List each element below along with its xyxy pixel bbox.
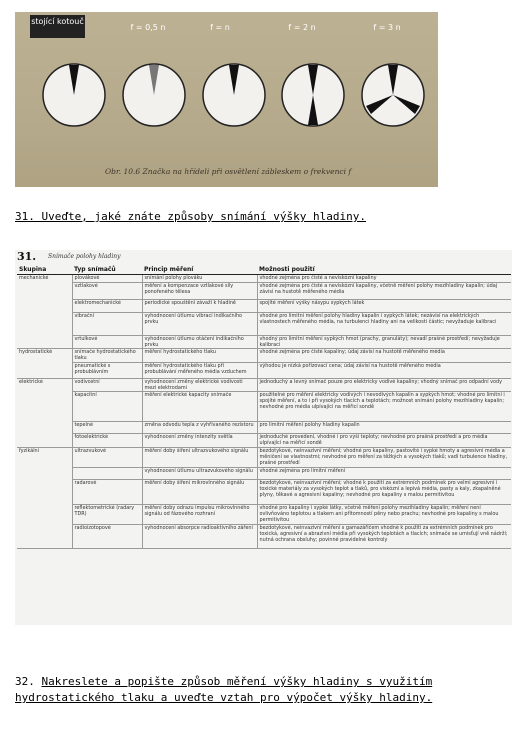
cell-group — [17, 480, 72, 505]
label-n: f = n — [210, 23, 230, 32]
header-principle: Princip měření — [142, 265, 257, 275]
cell-group — [17, 336, 72, 349]
table-row — [17, 336, 511, 349]
cell-principle: měření hydrostatického tlaku — [142, 349, 257, 363]
table-number: 31. — [17, 250, 37, 263]
cell-principle: měření elektrické kapacity snímače — [142, 392, 257, 422]
table-row — [17, 468, 511, 480]
cell-principle: měření doby šíření ultrazvukového signálu — [142, 448, 257, 468]
cell-group — [17, 505, 72, 525]
shaft-mark-photo — [15, 12, 438, 187]
question-32 — [15, 674, 432, 706]
table-row — [17, 434, 511, 448]
table-row — [17, 392, 511, 422]
cell-principle: vyhodnocení útlumu vibrací indikačního prvku — [142, 313, 257, 336]
cell-use: jednoduché provedení, vhodné i pro výši teploty; nevhodné pro prašná prostředí a pro média ulpívající na měřicí sondě — [257, 434, 511, 448]
header-type: Typ snímačů — [72, 265, 142, 275]
cell-type: radarové — [72, 480, 142, 505]
cell-type: tepelné — [72, 422, 142, 434]
cell-group: elektrické — [19, 379, 43, 385]
table-row — [17, 349, 511, 363]
cell-group: mechanické — [19, 275, 49, 281]
cell-principle: snímání polohy plováku — [142, 275, 257, 283]
cell-principle: vyhodnocení útlumu otáčení indikačního prvku — [142, 336, 257, 349]
cell-use: vhodný pro limitní měření sypkých hmot (prachy, granuláty); nevadí prašné prostředí; nevyžaduje kalibraci — [257, 336, 511, 349]
table-header-row — [17, 265, 511, 275]
question-31: 31. Uveďte, jaké znáte způsoby snímání výšky hladiny. — [15, 210, 366, 223]
cell-principle: vyhodnocení útlumu ultrazvukového signálu — [142, 468, 257, 480]
cell-principle: měření hydrostatického tlaku při probublávání měřeného média vzduchem — [142, 363, 257, 379]
cell-use: vhodné zejména pro čisté kapaliny; údaj závisí na hustotě měřeného média — [257, 349, 511, 363]
table-row — [17, 525, 511, 549]
disk-n — [201, 62, 267, 128]
table-row — [17, 448, 511, 468]
cell-type: vibrační — [72, 313, 142, 336]
label-half-n: f = 0,5 n — [130, 23, 166, 32]
cell-use: spojité měření výšky násypu sypkých látek — [257, 300, 511, 313]
cell-group — [17, 313, 72, 336]
cell-group: hydrostatické — [19, 349, 53, 355]
cell-group — [17, 422, 72, 434]
level-sensor-table-scan — [15, 250, 512, 625]
cell-use: vhodné zejména pro čisté a neviskózní kapaliny — [257, 275, 511, 283]
cell-principle: vyhodnocení změny intenzity světla — [142, 434, 257, 448]
cell-type: snímače hydrostatického tlaku — [72, 349, 142, 363]
cell-use: pro limitní měření polohy hladiny kapalin — [257, 422, 511, 434]
cell-group — [17, 392, 72, 422]
header-use: Možnosti použití — [257, 265, 511, 275]
table-subtitle: Snímače polohy hladiny — [48, 253, 121, 260]
table-row — [17, 379, 511, 392]
table-row — [17, 313, 511, 336]
cell-principle: periodické spouštění závaží k hladině — [142, 300, 257, 313]
question-32-line-1: 32. Nakreslete a popište způsob měření výšky hladiny s využitím — [15, 675, 433, 688]
cell-type: reflektometrické (radary TDR) — [72, 505, 142, 525]
cell-use: vhodné zejména pro limitní měření — [257, 468, 511, 480]
question-32-line-2: hydrostatického tlaku a uveďte vztah pro výpočet výšky hladiny. — [15, 691, 433, 704]
cell-group — [17, 300, 72, 313]
table-row — [17, 480, 511, 505]
cell-principle: vyhodnocení absorpce radioaktivního záření — [142, 525, 257, 549]
table-row — [17, 422, 511, 434]
cell-use: vhodné pro limitní měření polohy hladiny kapalin i sypkých látek; nezávisí na elektrických vlastnostech měřeného média, na turbulenci hladiny ani na velikosti částic; nevyžaduje kalibraci — [257, 313, 511, 336]
cell-use: použitelné pro měření elektricky vodivých i nevodivých kapalin a sypkých hmot; vhodné pro limitní i spojité měření, a to i při vysokých tlacích a teplotách; možnost snímání polohy mezihladiny kapalin; nevhodné pro média ulpívající na měřicí sondě — [257, 392, 511, 422]
cell-use: bezdotykové, neinvazivní měření; vhodné pro kapaliny, pastovité i sypké hmoty a agresivní média a měničení se vlastnostmi; nevhodné pro měření za těžkých a vysokých tlaků; vadí turbulence hladiny, prašné prostředí — [257, 448, 511, 468]
cell-type: vodivostní — [72, 379, 142, 392]
table-row — [17, 275, 511, 283]
table-row — [17, 505, 511, 525]
label-3n: f = 3 n — [373, 23, 401, 32]
cell-group — [17, 468, 72, 480]
header-group: Skupina — [17, 265, 72, 275]
cell-use: vhodné zejména pro čisté a neviskózní kapaliny, včetně měření polohy mezihladiny kapalin; údaj závisí na hustotě měřeného média — [257, 283, 511, 300]
cell-type: fotoelektrické — [72, 434, 142, 448]
cell-principle: změna odvodu tepla z vyhřívaného rezistoru — [142, 422, 257, 434]
cell-type — [72, 468, 142, 480]
disk-stationary — [41, 62, 107, 128]
cell-type: vztlakové — [72, 283, 142, 300]
cell-type: plovákové — [72, 275, 142, 283]
cell-group: fyzikální — [19, 448, 40, 454]
cell-principle: měření a kompenzace vztlakové síly ponořeného tělesa — [142, 283, 257, 300]
table-row — [17, 300, 511, 313]
cell-type: kapacitní — [72, 392, 142, 422]
cell-use: jednoduchý a levný snímač pouze pro elektricky vodivé kapaliny; vhodný snímač pro odpadní vody — [257, 379, 511, 392]
label-2n: f = 2 n — [288, 23, 316, 32]
cell-use: vhodné pro kapaliny i sypké látky, včetně měření polohy mezihladiny kapalin; měření není ovlivňováno teplotou a tlakem ani přítomností pěny nebo prachu; nevhodné pro kapaliny s malou permitivitou — [257, 505, 511, 525]
cell-type: vrtulkové — [72, 336, 142, 349]
table-row — [17, 363, 511, 379]
cell-group — [17, 363, 72, 379]
cell-type: pneumatické s probublávním — [72, 363, 142, 379]
cell-use: bezdotykové, neinvazivní měření s gamazářičem vhodné k použití za extrémních podmínek pro toxická, agresivní a abrazivní média při vysokých teplotách a tlacích; snímače se umisťují vně nádrží; nutná ochrana obsluhy; povinné pravidelné kontroly — [257, 525, 511, 549]
disk-2n — [280, 62, 346, 128]
table-row — [17, 283, 511, 300]
cell-type: radioizotopové — [72, 525, 142, 549]
label-stationary: stojící kotouč — [31, 17, 84, 26]
cell-group — [17, 434, 72, 448]
level-sensor-table — [17, 265, 511, 549]
cell-principle: vyhodnocení změny elektrické vodivosti mezi elektrodami — [142, 379, 257, 392]
cell-use: bezdotykové, neinvazivní měření; vhodné k použití za extrémních podmínek pro velmi agresivní i toxické materiály za vysokých teplot a tlaků, pro viskózní a lepivá média, pasty a kaly, zkapalněné plyny, těkavé a agresivní kapaliny; nevhodné pro kapaliny s malou permitivitou — [257, 480, 511, 505]
cell-type: ultrazvukové — [72, 448, 142, 468]
cell-group — [17, 525, 72, 549]
cell-group — [17, 283, 72, 300]
disk-half-n — [121, 62, 187, 128]
cell-type: elektromechanické — [72, 300, 142, 313]
cell-use: výhodou je nízká pořizovací cena; údaj závisí na hustotě měřeného média — [257, 363, 511, 379]
photo-caption: Obr. 10.6 Značka na hřídeli při osvětlení zábleskem o frekvenci f — [105, 167, 352, 176]
cell-principle: měření doby šíření mikrovlnného signálu — [142, 480, 257, 505]
cell-principle: měření doby odrazu impulsu mikrovlnného signálu od fázového rozhraní — [142, 505, 257, 525]
disk-3n — [360, 62, 426, 128]
